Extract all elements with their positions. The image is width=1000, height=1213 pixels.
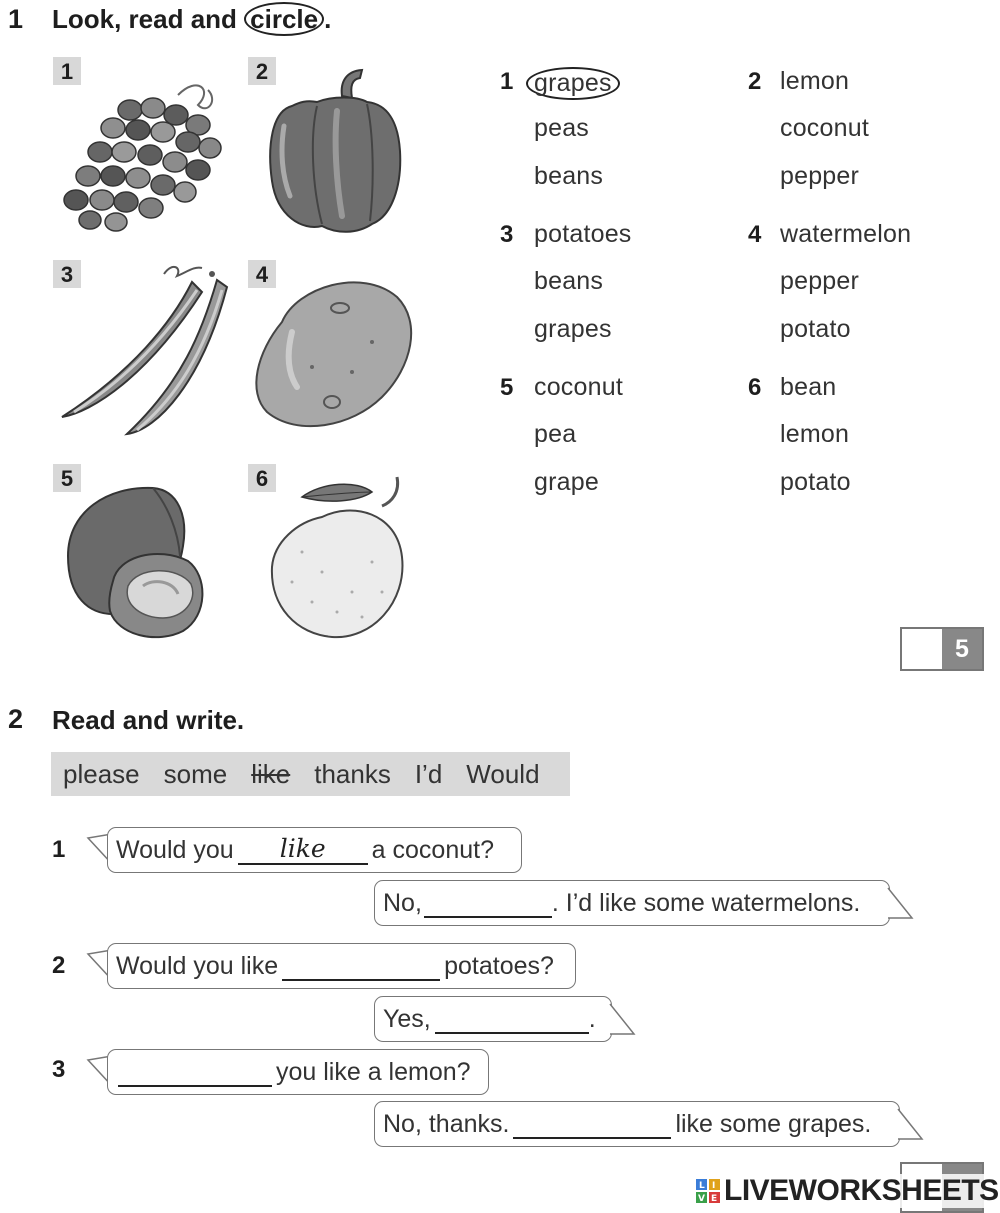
dialogue-3-number: 3: [52, 1056, 66, 1083]
liveworksheets-watermark: [692, 1174, 1000, 1208]
question-4-option-1[interactable]: watermelon: [780, 220, 912, 248]
question-1-option-3[interactable]: beans: [534, 162, 604, 190]
dialogue-1-question-before: Would you: [116, 835, 234, 864]
potato-image: [252, 272, 422, 437]
svg-text:I: I: [712, 1181, 716, 1191]
question-1-option-2[interactable]: peas: [534, 114, 590, 142]
dialogue-1-question-after: a coconut?: [371, 835, 494, 864]
question-1-option-1-circled[interactable]: grapes: [526, 67, 620, 100]
liveworksheets-logo-icon: [696, 1178, 722, 1204]
question-4-option-3[interactable]: potato: [780, 315, 851, 343]
lemon-image: [262, 472, 422, 644]
score-input-area: [902, 629, 942, 669]
dialogue-2-reply-after: .: [588, 1004, 596, 1033]
dialogue-2-question-before: Would you like: [116, 951, 279, 980]
coconut-image: [58, 486, 213, 641]
word-bank: [51, 752, 570, 796]
dialogue-1-reply-after: . I’d like some watermelons.: [551, 888, 861, 917]
dialogue-2-question-after: potatoes?: [444, 951, 554, 980]
dialogue-2-question-bubble: [107, 943, 576, 989]
exercise-2-number: 2: [8, 704, 24, 734]
bubble-tail: [886, 884, 916, 924]
question-5-option-1[interactable]: coconut: [534, 373, 623, 401]
pepper-image: [262, 66, 407, 236]
question-3-option-2[interactable]: beans: [534, 267, 604, 295]
question-6-number: 6: [748, 374, 762, 401]
watermark-text: LIVEWORKSHEETS: [724, 1174, 999, 1207]
dialogue-2-reply-before: Yes,: [383, 1004, 431, 1033]
exercise-1-number: 1: [8, 4, 24, 34]
picture-label-2: 2: [248, 57, 276, 85]
exercise-1-title: [52, 4, 331, 35]
dialogue-3-reply-bubble: [374, 1101, 900, 1147]
title-circled-word: circle: [244, 2, 324, 36]
picture-label-5: 5: [53, 464, 81, 492]
question-5-option-2[interactable]: pea: [534, 420, 577, 448]
dialogue-1-reply-before: No,: [383, 888, 422, 917]
score-total: 5: [942, 629, 982, 669]
dialogue-3-reply-after: like some grapes.: [675, 1109, 872, 1138]
exercise-1-score-box: [900, 627, 984, 671]
bubble-tail: [896, 1105, 926, 1145]
dialogue-3-question-blank[interactable]: [118, 1057, 272, 1087]
question-1-number: 1: [500, 68, 514, 95]
word-bank-item: thanks: [314, 758, 391, 789]
word-bank-item: please: [63, 758, 140, 789]
question-3-number: 3: [500, 221, 514, 248]
word-bank-item: some: [163, 758, 228, 789]
dialogue-1-reply-bubble: [374, 880, 890, 926]
dialogue-2-reply-blank[interactable]: [435, 1004, 589, 1034]
picture-label-6: 6: [248, 464, 276, 492]
exercise-2-title: Read and write.: [52, 705, 245, 735]
dialogue-2-question-blank[interactable]: [282, 951, 440, 981]
dialogue-3-reply-blank[interactable]: [513, 1109, 671, 1139]
word-bank-item: Would: [466, 758, 540, 789]
dialogue-2-reply-bubble: [374, 996, 612, 1042]
dialogue-1-reply-blank[interactable]: [424, 888, 552, 918]
question-5-option-3[interactable]: grape: [534, 468, 599, 496]
question-6-option-2[interactable]: lemon: [780, 420, 850, 448]
dialogue-1-question-bubble: [107, 827, 522, 873]
svg-text:L: L: [699, 1181, 705, 1191]
question-4-option-2[interactable]: pepper: [780, 267, 860, 295]
dialogue-3-reply-before: No, thanks.: [383, 1109, 510, 1138]
word-bank-item: I’d: [414, 758, 443, 789]
picture-label-3: 3: [53, 260, 81, 288]
question-3-option-3[interactable]: grapes: [534, 315, 612, 343]
question-4-number: 4: [748, 221, 762, 248]
question-2-option-1[interactable]: lemon: [780, 67, 850, 95]
bubble-tail: [608, 1000, 638, 1040]
svg-text:V: V: [698, 1194, 705, 1204]
dialogue-1-number: 1: [52, 836, 66, 863]
question-2-option-3[interactable]: pepper: [780, 162, 860, 190]
dialogue-2-number: 2: [52, 952, 66, 979]
question-2-option-2[interactable]: coconut: [780, 114, 869, 142]
dialogue-3-question-bubble: [107, 1049, 489, 1095]
svg-text:E: E: [711, 1194, 718, 1204]
title-text: Look, read and: [52, 4, 237, 34]
beans-image: [52, 262, 237, 442]
picture-label-1: 1: [53, 57, 81, 85]
title-period: .: [324, 4, 332, 34]
dialogue-3-question-after: you like a lemon?: [276, 1057, 471, 1086]
word-bank-item-used: like: [251, 758, 291, 789]
question-3-option-1[interactable]: potatoes: [534, 220, 632, 248]
question-6-option-1[interactable]: bean: [780, 373, 837, 401]
question-6-option-3[interactable]: potato: [780, 468, 851, 496]
grapes-image: [58, 70, 228, 235]
picture-label-4: 4: [248, 260, 276, 288]
question-2-number: 2: [748, 68, 762, 95]
question-5-number: 5: [500, 374, 514, 401]
dialogue-1-answer: like: [279, 834, 326, 863]
dialogue-1-question-blank[interactable]: [238, 835, 368, 865]
